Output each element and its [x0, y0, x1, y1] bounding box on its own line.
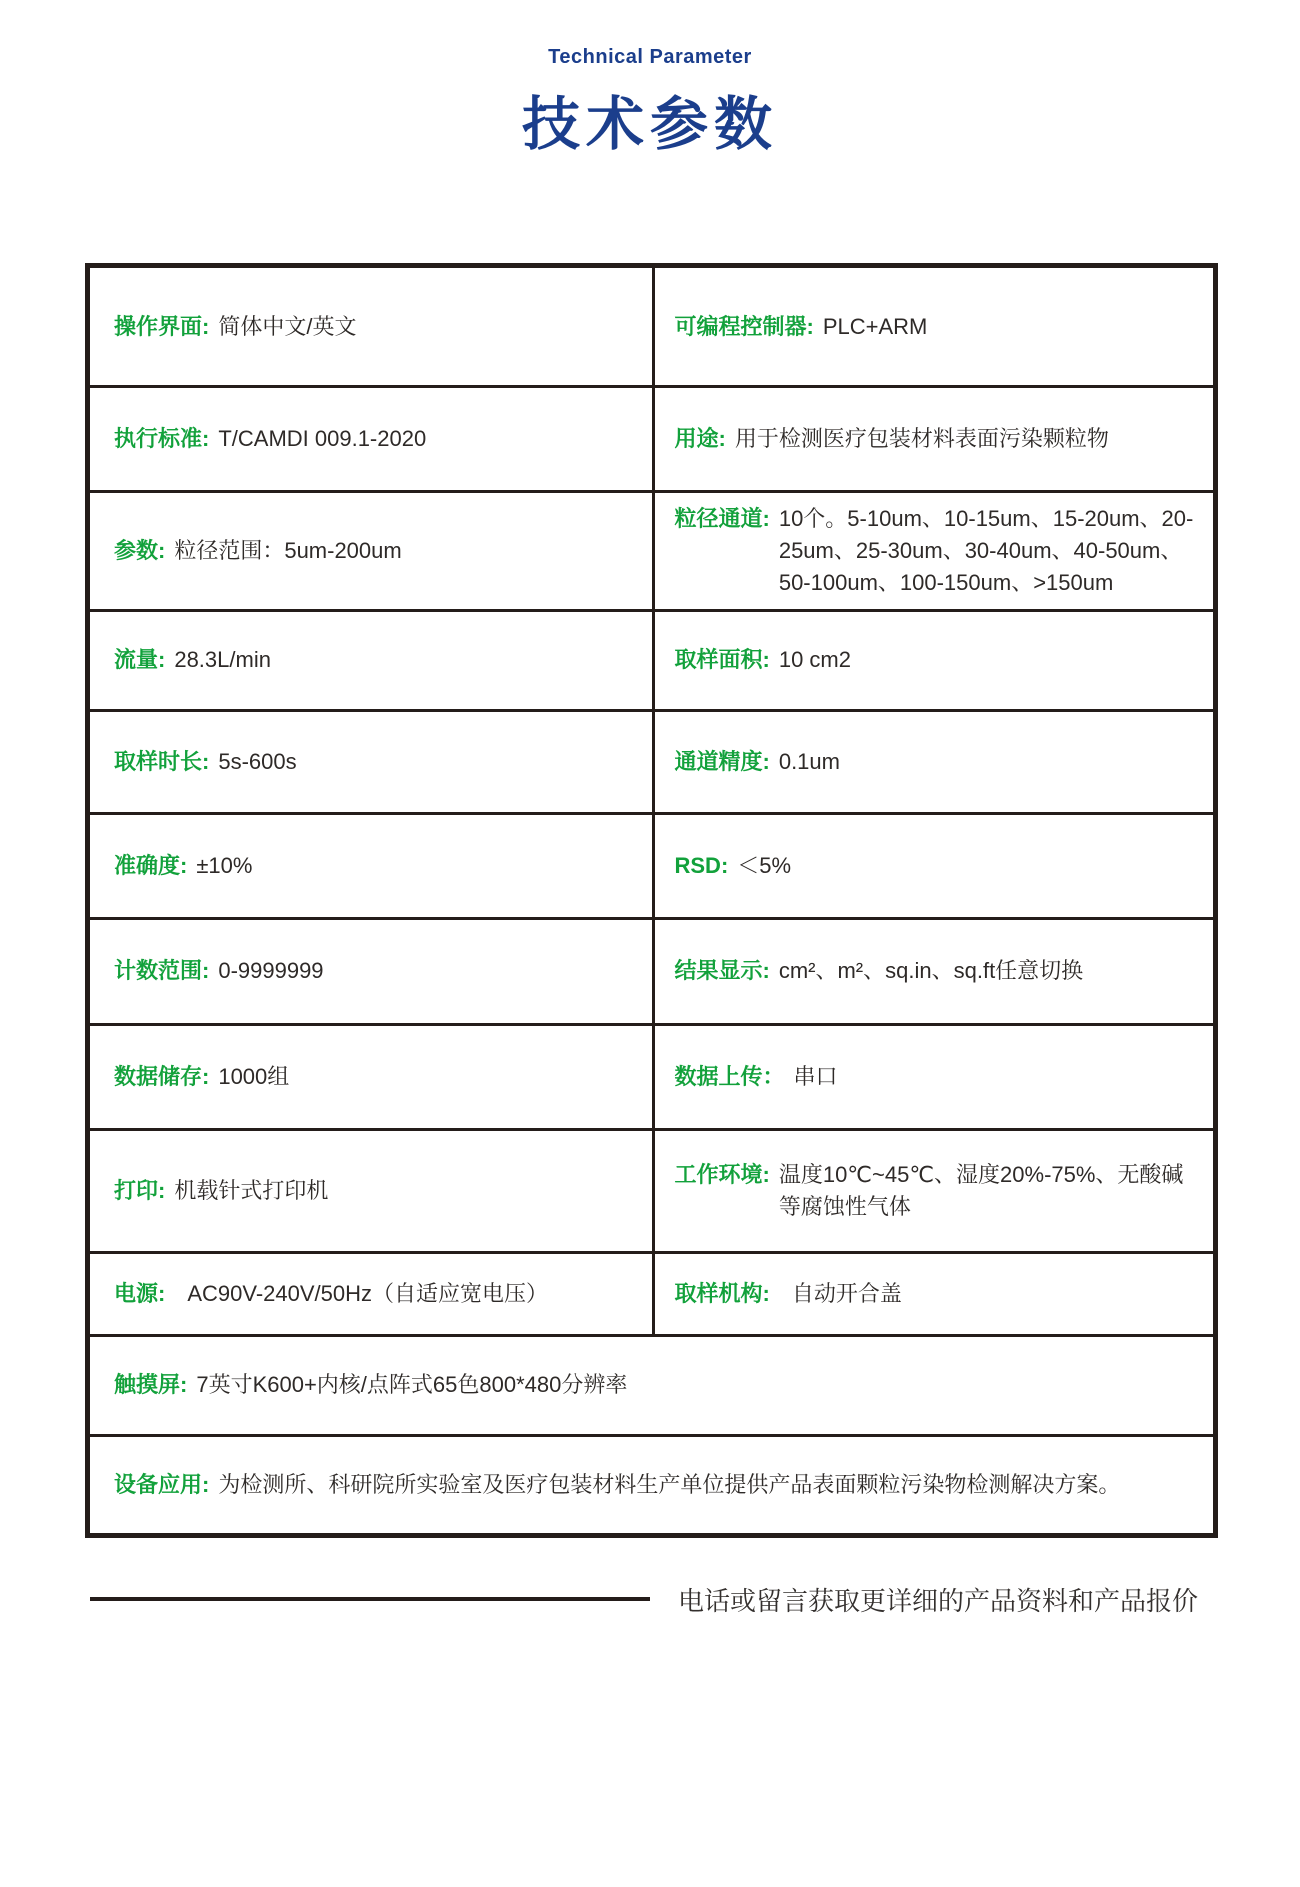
- param-value: 为检测所、科研院所实验室及医疗包装材料生产单位提供产品表面颗粒污染物检测解决方案。: [218, 1471, 1121, 1497]
- param-value: ＜5%: [737, 852, 792, 878]
- param-cell-touch-screen: [90, 1337, 1213, 1434]
- param-label: 触摸屏:: [114, 1372, 188, 1398]
- param-label: 取样机构:: [674, 1280, 770, 1306]
- table-row: [90, 268, 1213, 388]
- param-label: 计数范围:: [114, 958, 210, 984]
- table-row: [90, 1437, 1213, 1533]
- table-row: [90, 1254, 1213, 1337]
- param-value: cm²、m²、sq.in、sq.ft任意切换: [778, 958, 1084, 984]
- param-label: 粒径通道:: [674, 506, 770, 531]
- param-value: 自动开合盖: [791, 1280, 902, 1306]
- param-value: 简体中文/英文: [218, 313, 357, 339]
- table-row: [90, 815, 1213, 920]
- param-cell-standard: [90, 388, 652, 490]
- param-label: 设备应用:: [114, 1471, 210, 1497]
- param-value: 用于检测医疗包装材料表面污染颗粒物: [734, 426, 1109, 452]
- table-row: [90, 1131, 1213, 1254]
- param-label: 准确度:: [114, 852, 188, 878]
- param-label: 用途:: [674, 426, 726, 452]
- param-value: 1000组: [218, 1063, 290, 1089]
- param-value: 5s-600s: [218, 748, 297, 774]
- param-cell-accuracy: [90, 815, 652, 917]
- param-value: PLC+ARM: [822, 313, 928, 339]
- param-label: 流量:: [114, 647, 166, 673]
- param-cell-programmable-controller: [652, 268, 1214, 385]
- param-value: 机载针式打印机: [174, 1177, 329, 1203]
- param-cell-usage: [652, 388, 1214, 490]
- param-value: 28.3L/min: [174, 647, 271, 673]
- param-label: 执行标准:: [114, 426, 210, 452]
- param-label: RSD:: [674, 852, 729, 878]
- param-cell-device-application: [90, 1437, 1213, 1533]
- param-cell-result-display: [652, 920, 1214, 1023]
- table-row: [90, 712, 1213, 815]
- page-header: [0, 46, 1300, 161]
- param-cell-power-supply: [90, 1254, 652, 1334]
- technical-parameter-table: [85, 263, 1218, 1538]
- param-label: 数据上传：: [674, 1063, 785, 1089]
- table-row: [90, 1026, 1213, 1131]
- param-label: 电源:: [114, 1280, 166, 1306]
- param-label: 操作界面:: [114, 313, 210, 339]
- param-cell-rsd: [652, 815, 1214, 917]
- param-value: ±10%: [196, 852, 253, 878]
- param-label: 取样面积:: [674, 647, 770, 673]
- param-label: 参数:: [114, 537, 166, 563]
- param-label: 通道精度:: [674, 748, 770, 774]
- param-cell-printer: [90, 1131, 652, 1251]
- param-label: 可编程控制器:: [674, 313, 814, 339]
- param-cell-working-environment: [652, 1131, 1214, 1251]
- param-value: 0.1um: [778, 748, 840, 774]
- param-cell-operation-interface: [90, 268, 652, 385]
- param-cell-counting-range: [90, 920, 652, 1023]
- param-value: 0-9999999: [218, 958, 324, 984]
- param-value: 串口: [793, 1063, 838, 1089]
- param-value: 7英寸K600+内核/点阵式65色800*480分辨率: [196, 1372, 628, 1398]
- footer-note: 电话或留言获取更详细的产品资料和产品报价: [678, 1585, 1199, 1616]
- page-title: 技术参数: [521, 92, 778, 157]
- param-label: 结果显示:: [674, 958, 770, 984]
- param-cell-flow-rate: [90, 612, 652, 709]
- divider-line: [90, 1597, 650, 1601]
- param-cell-data-upload: [652, 1026, 1214, 1128]
- footer: [90, 1576, 1220, 1622]
- param-cell-channel-precision: [652, 712, 1214, 812]
- param-label: 工作环境:: [674, 1161, 770, 1187]
- param-value: 10 cm2: [778, 647, 851, 673]
- param-cell-particle-channels: [652, 493, 1214, 609]
- param-cell-data-storage: [90, 1026, 652, 1128]
- param-label: 数据储存:: [114, 1063, 210, 1089]
- param-value: T/CAMDI 009.1-2020: [218, 426, 427, 452]
- param-cell-sampling-duration: [90, 712, 652, 812]
- table-row: [90, 920, 1213, 1026]
- table-row: [90, 1337, 1213, 1437]
- param-value: AC90V-240V/50Hz（自适应宽电压）: [187, 1280, 548, 1306]
- param-label: 打印:: [114, 1177, 166, 1203]
- param-value: 10个。5-10um、10-15um、15-20um、20-25um、25-30um、30-40um、40-50um、50-100um、100-150um、>150um: [778, 506, 1194, 595]
- table-row: [90, 612, 1213, 712]
- param-cell-sampling-area: [652, 612, 1214, 709]
- param-value: 温度10℃~45℃、湿度20%-75%、无酸碱等腐蚀性气体: [778, 1161, 1184, 1219]
- param-label: 取样时长:: [114, 748, 210, 774]
- param-cell-sampling-mechanism: [652, 1254, 1214, 1334]
- header-subtitle-en: Technical Parameter: [548, 46, 752, 68]
- param-value: 粒径范围：5um-200um: [174, 537, 402, 563]
- table-row: [90, 493, 1213, 612]
- param-cell-parameter-range: [90, 493, 652, 609]
- table-row: [90, 388, 1213, 493]
